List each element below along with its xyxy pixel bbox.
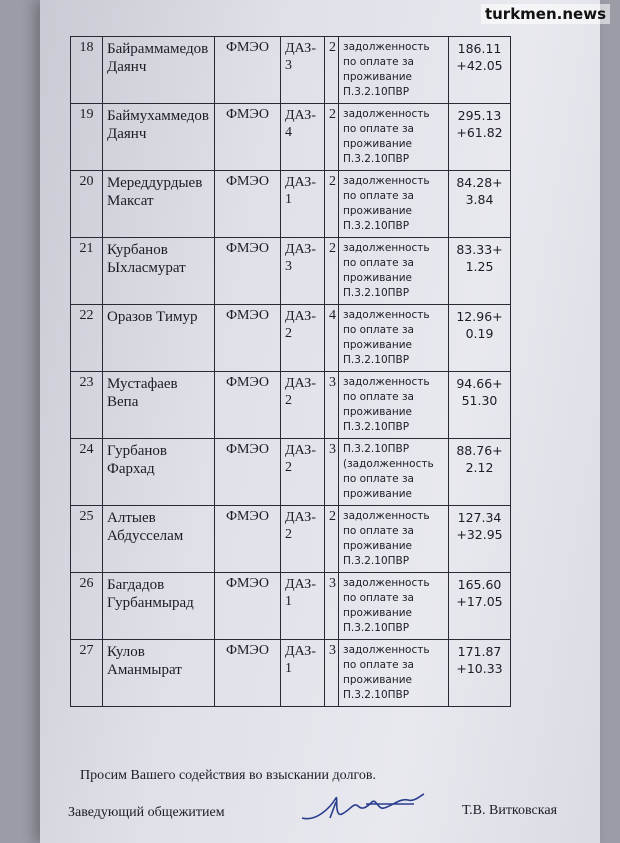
table-row xyxy=(71,238,511,305)
table-row xyxy=(71,372,511,439)
dormitory xyxy=(281,171,325,238)
dorm-line: 2 xyxy=(285,393,292,408)
dormitory xyxy=(281,104,325,171)
course xyxy=(325,305,339,372)
student-name xyxy=(103,573,215,640)
amount-line: 295.13 xyxy=(457,108,502,123)
row-number xyxy=(71,171,103,238)
name-line: Алтыев xyxy=(107,510,156,526)
amount-line: 171.87 xyxy=(457,644,502,659)
faculty-text: ФМЭО xyxy=(225,40,270,55)
faculty xyxy=(215,37,281,104)
faculty-text: ФМЭО xyxy=(225,576,270,591)
table-row xyxy=(71,305,511,372)
student-name xyxy=(103,640,215,707)
reason-line: по оплате за xyxy=(343,659,414,671)
dorm-line: ДАЗ- xyxy=(285,108,316,123)
reason-line: проживание xyxy=(343,674,413,686)
reason-line: П.3.2.10ПВР xyxy=(343,220,410,232)
reason-line: проживание xyxy=(343,540,413,552)
dorm-line: ДАЗ- xyxy=(285,510,316,525)
debt-amount xyxy=(449,573,511,640)
row-number xyxy=(71,37,103,104)
amount-line: +42.05 xyxy=(456,58,503,73)
amount-line: 84.28+ xyxy=(456,175,503,190)
dorm-line: 3 xyxy=(285,58,292,73)
debt-table xyxy=(70,36,511,707)
dorm-line: 1 xyxy=(285,192,292,207)
request-text: Просим Вашего содействия во взыскании долгов. xyxy=(80,768,376,783)
debt-reason xyxy=(339,37,449,104)
dorm-line: 2 xyxy=(285,460,292,475)
dorm-line: ДАЗ- xyxy=(285,41,316,56)
row-number xyxy=(71,372,103,439)
faculty-text: ФМЭО xyxy=(225,241,270,256)
row-number-text: 21 xyxy=(79,241,94,256)
dormitory xyxy=(281,640,325,707)
reason-line: П.3.2.10ПВР xyxy=(343,354,410,366)
reason-line: по оплате за xyxy=(343,190,414,202)
table-row xyxy=(71,573,511,640)
reason-line: П.3.2.10ПВР xyxy=(343,86,410,98)
debt-reason xyxy=(339,171,449,238)
dorm-line: 1 xyxy=(285,661,292,676)
reason-line: проживание xyxy=(343,138,413,150)
name-line: Даянч xyxy=(107,126,147,142)
row-number xyxy=(71,640,103,707)
student-name xyxy=(103,104,215,171)
amount-line: 12.96+ xyxy=(456,309,503,324)
reason-line: по оплате за xyxy=(343,525,414,537)
reason-line: задолженность xyxy=(343,577,430,589)
reason-line: по оплате за xyxy=(343,56,414,68)
name-line: Максат xyxy=(107,193,154,209)
reason-line: по оплате за xyxy=(343,391,414,403)
amount-line: +17.05 xyxy=(456,594,503,609)
dorm-line: 4 xyxy=(285,125,292,140)
amount-line: 186.11 xyxy=(457,41,502,56)
debt-reason xyxy=(339,439,449,506)
amount-line: 88.76+ xyxy=(456,443,503,458)
faculty xyxy=(215,238,281,305)
reason-line: задолженность xyxy=(343,242,430,254)
signer-name: Т.В. Витковская xyxy=(462,803,558,818)
reason-line: задолженность xyxy=(343,376,430,388)
handwritten-signature xyxy=(296,788,446,828)
course-text: 2 xyxy=(329,174,336,189)
faculty-text: ФМЭО xyxy=(225,442,270,457)
reason-line: проживание xyxy=(343,406,413,418)
course-text: 3 xyxy=(329,375,336,390)
reason-line: проживание xyxy=(343,205,413,217)
reason-line: П.3.2.10ПВР xyxy=(343,443,410,455)
debt-reason xyxy=(339,640,449,707)
course-text: 2 xyxy=(329,241,336,256)
signer-role: Заведующий общежитием xyxy=(68,805,225,820)
name-line: Баймухаммедов xyxy=(107,108,209,124)
reason-line: по оплате за xyxy=(343,123,414,135)
course xyxy=(325,439,339,506)
amount-line: 3.84 xyxy=(465,192,494,207)
table-row xyxy=(71,171,511,238)
dormitory xyxy=(281,238,325,305)
course-text: 2 xyxy=(329,40,336,55)
amount-line: 83.33+ xyxy=(456,242,503,257)
amount-line: 1.25 xyxy=(465,259,494,274)
dorm-line: ДАЗ- xyxy=(285,577,316,592)
faculty-text: ФМЭО xyxy=(225,375,270,390)
amount-line: 165.60 xyxy=(457,577,502,592)
dorm-line: 3 xyxy=(285,259,292,274)
dormitory xyxy=(281,37,325,104)
row-number xyxy=(71,506,103,573)
course xyxy=(325,640,339,707)
debt-amount xyxy=(449,439,511,506)
faculty-text: ФМЭО xyxy=(225,509,270,524)
amount-line: +32.95 xyxy=(456,527,503,542)
faculty xyxy=(215,104,281,171)
debt-amount xyxy=(449,37,511,104)
name-line: Гурбанов xyxy=(107,443,167,459)
debt-amount xyxy=(449,171,511,238)
dorm-line: 2 xyxy=(285,326,292,341)
dormitory xyxy=(281,439,325,506)
reason-line: задолженность xyxy=(343,41,430,53)
watermark: turkmen.news xyxy=(481,4,610,24)
name-line: Байраммамедов xyxy=(107,41,209,57)
reason-line: П.3.2.10ПВР xyxy=(343,689,410,701)
debt-amount xyxy=(449,238,511,305)
row-number-text: 19 xyxy=(79,107,94,122)
faculty-text: ФМЭО xyxy=(225,107,270,122)
reason-line: задолженность xyxy=(343,175,430,187)
reason-line: П.3.2.10ПВР xyxy=(343,421,410,433)
debt-reason xyxy=(339,238,449,305)
row-number-text: 25 xyxy=(79,509,94,524)
reason-line: П.3.2.10ПВР xyxy=(343,287,410,299)
reason-line: задолженность xyxy=(343,644,430,656)
dorm-line: ДАЗ- xyxy=(285,309,316,324)
row-number-text: 20 xyxy=(79,174,94,189)
amount-line: 94.66+ xyxy=(456,376,503,391)
row-number xyxy=(71,238,103,305)
reason-line: по оплате за xyxy=(343,592,414,604)
table-row xyxy=(71,640,511,707)
name-line: Кулов xyxy=(107,644,145,660)
dormitory xyxy=(281,573,325,640)
reason-line: по оплате за xyxy=(343,324,414,336)
course xyxy=(325,372,339,439)
faculty-text: ФМЭО xyxy=(225,174,270,189)
amount-line: 127.34 xyxy=(457,510,502,525)
amount-line: 2.12 xyxy=(465,460,494,475)
dorm-line: ДАЗ- xyxy=(285,175,316,190)
faculty xyxy=(215,439,281,506)
amount-line: 0.19 xyxy=(465,326,494,341)
name-line: Вепа xyxy=(107,394,139,410)
name-line: Фархад xyxy=(107,461,155,477)
dormitory xyxy=(281,372,325,439)
student-name xyxy=(103,238,215,305)
reason-line: (задолженность xyxy=(343,458,434,470)
name-line: Курбанов xyxy=(107,242,168,258)
debt-amount xyxy=(449,104,511,171)
student-name xyxy=(103,372,215,439)
name-line: Оразов Тимур xyxy=(107,309,198,325)
table-row xyxy=(71,104,511,171)
row-number xyxy=(71,439,103,506)
reason-line: П.3.2.10ПВР xyxy=(343,622,410,634)
dormitory xyxy=(281,506,325,573)
debt-reason xyxy=(339,372,449,439)
amount-line: +10.33 xyxy=(456,661,503,676)
row-number-text: 23 xyxy=(79,375,94,390)
name-line: Мустафаев xyxy=(107,376,178,392)
course xyxy=(325,104,339,171)
faculty xyxy=(215,305,281,372)
name-line: Аманмырат xyxy=(107,662,182,678)
name-line: Гурбанмырад xyxy=(107,595,194,611)
faculty-text: ФМЭО xyxy=(225,643,270,658)
student-name xyxy=(103,305,215,372)
row-number xyxy=(71,305,103,372)
faculty-text: ФМЭО xyxy=(225,308,270,323)
name-line: Ыхласмурат xyxy=(107,260,186,276)
dorm-line: ДАЗ- xyxy=(285,443,316,458)
row-number-text: 18 xyxy=(79,40,94,55)
reason-line: задолженность xyxy=(343,510,430,522)
row-number-text: 26 xyxy=(79,576,94,591)
faculty xyxy=(215,640,281,707)
course xyxy=(325,573,339,640)
debt-reason xyxy=(339,305,449,372)
row-number-text: 24 xyxy=(79,442,94,457)
faculty xyxy=(215,372,281,439)
reason-line: проживание xyxy=(343,607,413,619)
name-line: Багдадов xyxy=(107,577,165,593)
course xyxy=(325,238,339,305)
course xyxy=(325,171,339,238)
reason-line: П.3.2.10ПВР xyxy=(343,153,410,165)
dorm-line: ДАЗ- xyxy=(285,644,316,659)
reason-line: по оплате за xyxy=(343,473,414,485)
debt-amount xyxy=(449,640,511,707)
row-number xyxy=(71,573,103,640)
course-text: 3 xyxy=(329,576,336,591)
reason-line: задолженность xyxy=(343,309,430,321)
reason-line: проживание xyxy=(343,488,413,500)
debt-amount xyxy=(449,506,511,573)
course-text: 2 xyxy=(329,107,336,122)
course xyxy=(325,37,339,104)
table-row xyxy=(71,506,511,573)
dorm-line: 1 xyxy=(285,594,292,609)
dorm-line: ДАЗ- xyxy=(285,376,316,391)
table-row xyxy=(71,439,511,506)
row-number-text: 22 xyxy=(79,308,94,323)
row-number-text: 27 xyxy=(79,643,94,658)
course-text: 4 xyxy=(329,308,336,323)
reason-line: П.3.2.10ПВР xyxy=(343,555,410,567)
student-name xyxy=(103,439,215,506)
faculty xyxy=(215,573,281,640)
row-number xyxy=(71,104,103,171)
debt-reason xyxy=(339,506,449,573)
amount-line: 51.30 xyxy=(461,393,498,408)
faculty xyxy=(215,171,281,238)
reason-line: проживание xyxy=(343,272,413,284)
course-text: 2 xyxy=(329,509,336,524)
student-name xyxy=(103,37,215,104)
reason-line: по оплате за xyxy=(343,257,414,269)
dormitory xyxy=(281,305,325,372)
name-line: Мереддурдыев xyxy=(107,175,203,191)
course-text: 3 xyxy=(329,643,336,658)
reason-line: проживание xyxy=(343,339,413,351)
debt-amount xyxy=(449,372,511,439)
student-name xyxy=(103,506,215,573)
table-row xyxy=(71,37,511,104)
student-name xyxy=(103,171,215,238)
course xyxy=(325,506,339,573)
course-text: 3 xyxy=(329,442,336,457)
amount-line: +61.82 xyxy=(456,125,503,140)
debt-amount xyxy=(449,305,511,372)
reason-line: задолженность xyxy=(343,108,430,120)
dorm-line: ДАЗ- xyxy=(285,242,316,257)
reason-line: проживание xyxy=(343,71,413,83)
debt-reason xyxy=(339,573,449,640)
dorm-line: 2 xyxy=(285,527,292,542)
name-line: Даянч xyxy=(107,59,147,75)
debt-reason xyxy=(339,104,449,171)
name-line: Абдусселам xyxy=(107,528,184,544)
faculty xyxy=(215,506,281,573)
